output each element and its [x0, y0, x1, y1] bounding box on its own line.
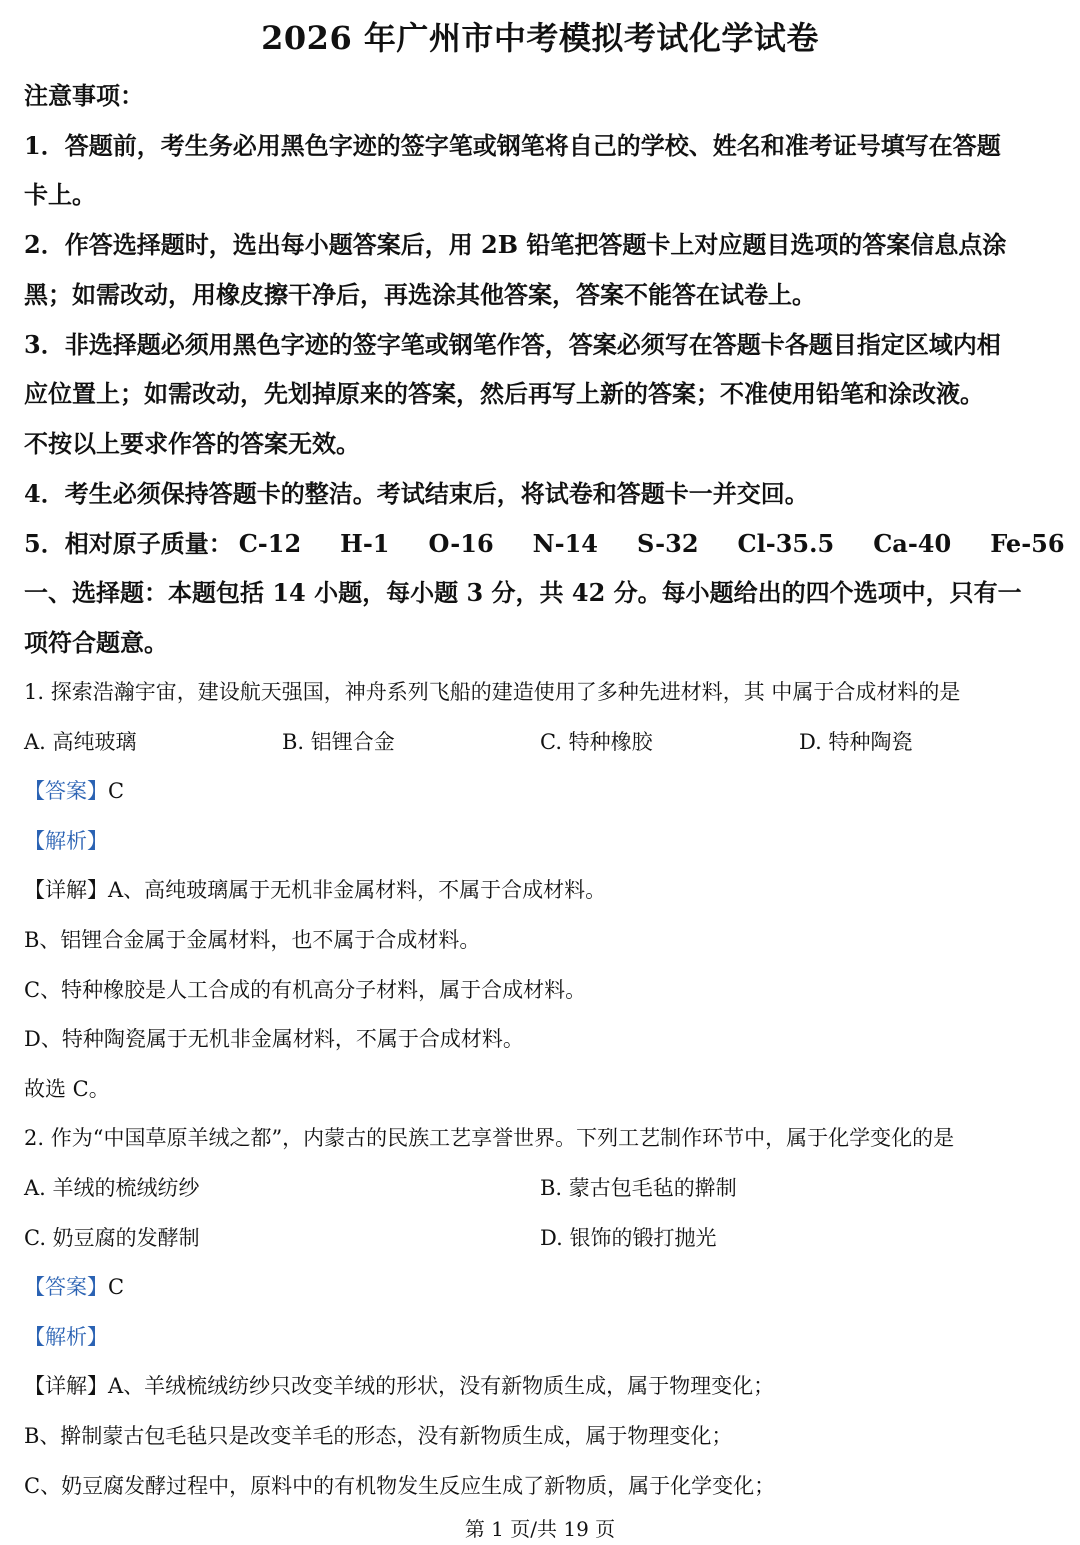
notice-heading: 注意事项：: [24, 81, 144, 110]
answer-label: 【答案】: [24, 779, 108, 803]
notice-item-1-line-2: 卡上。: [24, 180, 96, 209]
question-1-analysis-label: 【解析】: [24, 829, 108, 853]
detail-text: A、高纯玻璃属于无机非金属材料，不属于合成材料。: [108, 878, 607, 902]
question-1-detail-a: [24, 872, 1064, 908]
question-1-conclusion: 故选 C。: [24, 1077, 110, 1101]
atomic-mass-c: C-12: [238, 529, 302, 558]
atomic-mass-fe: Fe-56: [990, 529, 1065, 558]
detail-text: A、羊绒梳绒纺纱只改变羊绒的形状，没有新物质生成，属于物理变化；: [108, 1374, 775, 1398]
atomic-mass-n: N-14: [532, 529, 598, 558]
detail-label: 【详解】: [24, 878, 108, 902]
question-2-detail-c: C、奶豆腐发酵过程中，原料中的有机物发生反应生成了新物质，属于化学变化；: [24, 1474, 776, 1498]
question-2-option-b: B. 蒙古包毛毡的擀制: [540, 1176, 737, 1200]
page-title: 2026 年广州市中考模拟考试化学试卷: [261, 19, 819, 57]
question-2-stem: 2. 作为“中国草原羊绒之都”，内蒙古的民族工艺享誉世界。下列工艺制作环节中，属于化学变化的是: [24, 1126, 955, 1150]
question-1-option-b: B. 铝锂合金: [282, 730, 395, 754]
answer-value: C: [108, 779, 125, 803]
question-2-detail-a: [24, 1368, 1064, 1404]
atomic-mass-cl: Cl-35.5: [737, 529, 835, 558]
notice-item-3-line-1: 3．非选择题必须用黑色字迹的签字笔或钢笔作答，答案必须写在答题卡各题目指定区域内相: [24, 330, 1001, 359]
question-1-answer: [24, 773, 1064, 809]
notice-item-4: 4．考生必须保持答题卡的整洁。考试结束后，将试卷和答题卡一并交回。: [24, 479, 809, 508]
question-1-detail-c: C、特种橡胶是人工合成的有机高分子材料，属于合成材料。: [24, 978, 587, 1002]
question-2-answer: [24, 1269, 1064, 1305]
question-2-analysis-label: 【解析】: [24, 1325, 108, 1349]
question-2-option-a: A. 羊绒的梳绒纺纱: [24, 1176, 200, 1200]
question-2-detail-b: B、擀制蒙古包毛毡只是改变羊毛的形态，没有新物质生成，属于物理变化；: [24, 1424, 733, 1448]
atomic-mass-s: S-32: [636, 529, 699, 558]
question-1-stem: 1. 探索浩瀚宇宙，建设航天强国，神舟系列飞船的建造使用了多种先进材料，其 中属于合成材料的是: [24, 680, 961, 704]
notice-item-1-line-1: 1．答题前，考生务必用黑色字迹的签字笔或钢笔将自己的学校、姓名和准考证号填写在答题: [24, 131, 1001, 160]
atomic-mass-ca: Ca-40: [873, 529, 952, 558]
question-2-option-d: D. 银饰的锻打抛光: [540, 1226, 717, 1250]
question-2-option-c: C. 奶豆腐的发酵制: [24, 1226, 200, 1250]
section-1-heading-line-2: 项符合题意。: [24, 628, 168, 657]
atomic-mass-lead: 5．相对原子质量：: [24, 529, 233, 558]
question-1-option-a: A. 高纯玻璃: [24, 730, 137, 754]
notice-item-3-line-2: 应位置上；如需改动，先划掉原来的答案，然后再写上新的答案；不准使用铅笔和涂改液。: [24, 379, 984, 408]
atomic-mass-o: O-16: [428, 529, 494, 558]
question-1-option-d: D. 特种陶瓷: [799, 730, 913, 754]
answer-label: 【答案】: [24, 1275, 108, 1299]
notice-item-2-line-1: 2．作答选择题时，选出每小题答案后，用 2B 铅笔把答题卡上对应题目选项的答案信息点涂: [24, 230, 1007, 259]
notice-item-3-line-3: 不按以上要求作答的答案无效。: [24, 429, 360, 458]
question-1-detail-d: D、特种陶瓷属于无机非金属材料，不属于合成材料。: [24, 1027, 524, 1051]
section-1-heading-line-1: 一、选择题：本题包括 14 小题，每小题 3 分，共 42 分。每小题给出的四个选项中，只有一: [24, 578, 1022, 607]
notice-item-2-line-2: 黑；如需改动，用橡皮擦干净后，再选涂其他答案，答案不能答在试卷上。: [24, 280, 816, 309]
question-1-option-c: C. 特种橡胶: [540, 730, 653, 754]
atomic-mass-h: H-1: [340, 529, 390, 558]
page-footer: 第 1 页/共 19 页: [464, 1517, 616, 1541]
answer-value: C: [108, 1275, 125, 1299]
detail-label: 【详解】: [24, 1374, 108, 1398]
question-1-detail-b: B、铝锂合金属于金属材料，也不属于合成材料。: [24, 928, 481, 952]
notice-item-5: [24, 526, 1064, 562]
